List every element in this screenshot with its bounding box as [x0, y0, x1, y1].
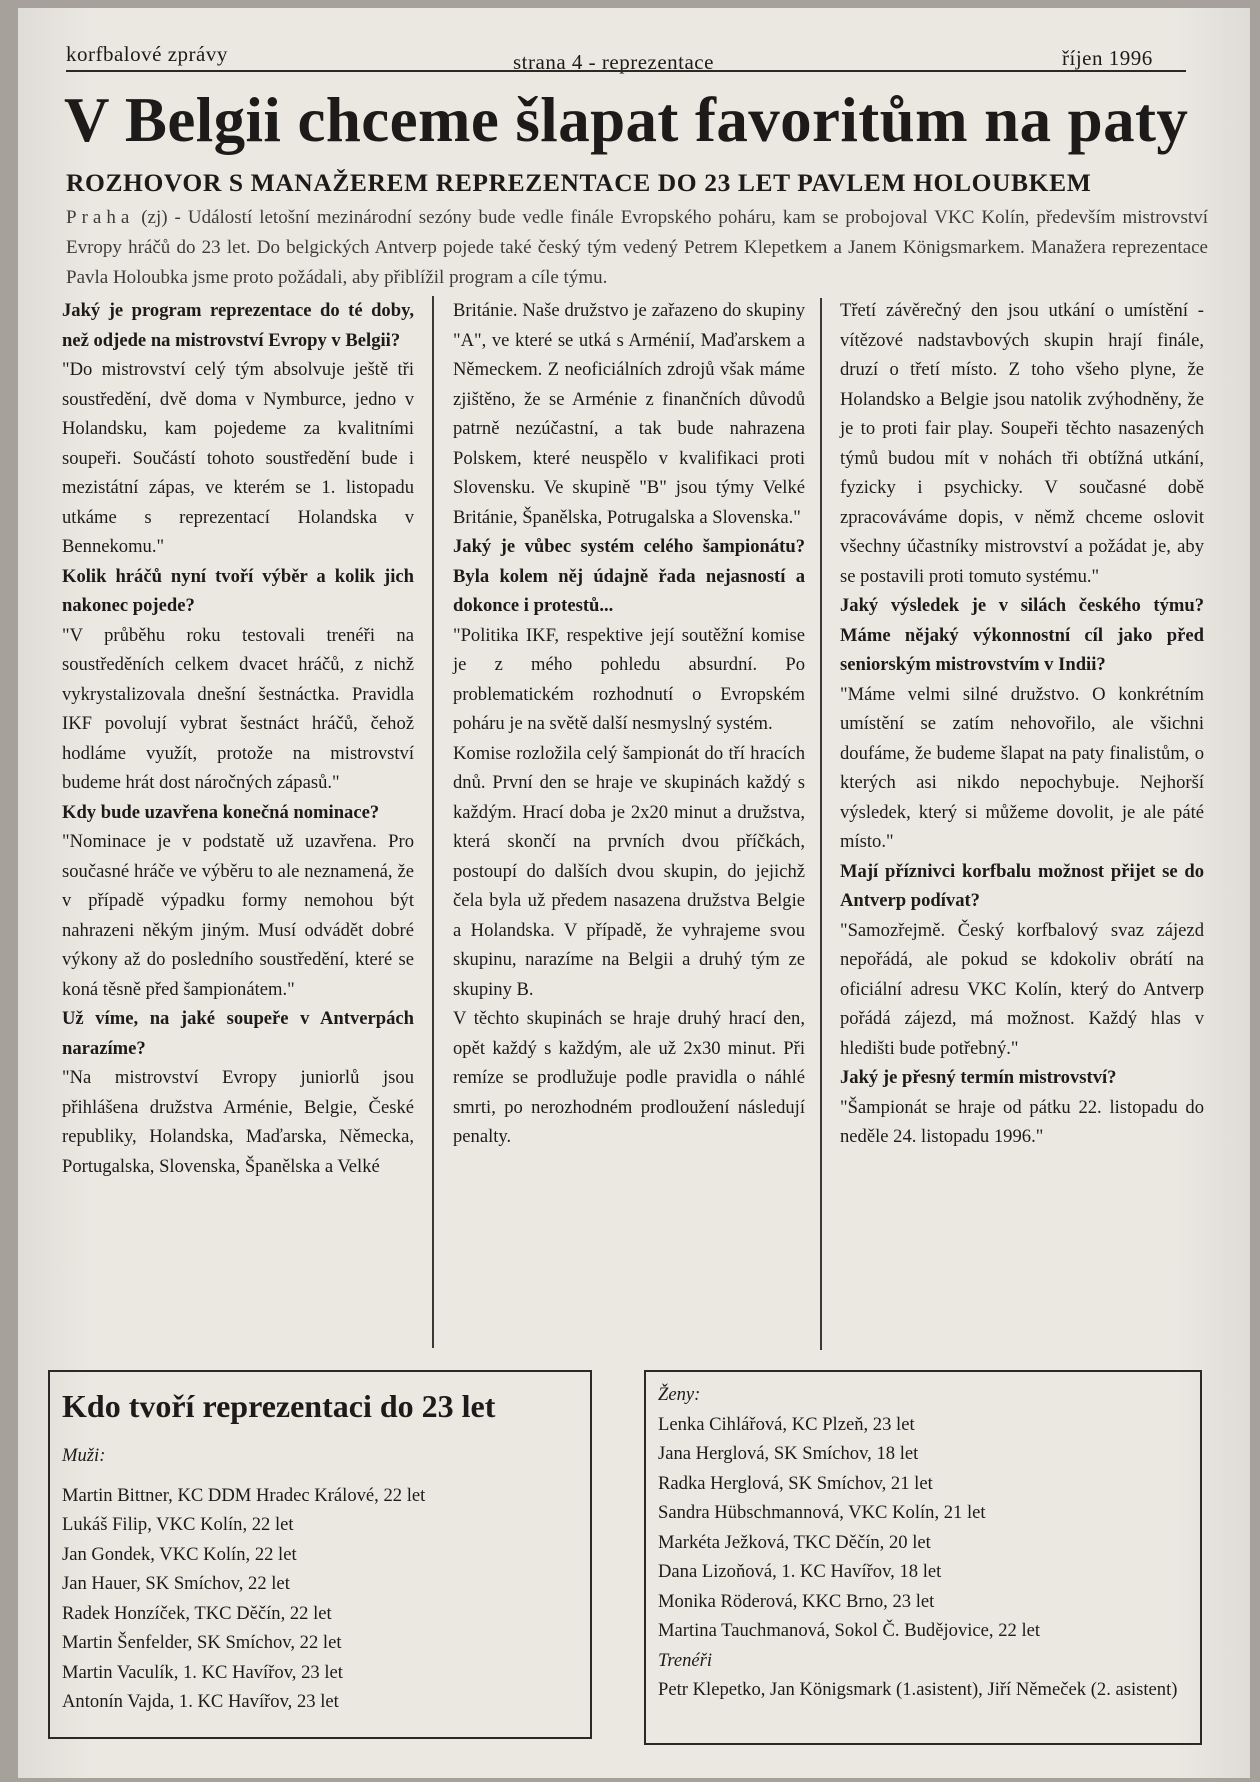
interview-answer: "Máme velmi silné družstvo. O konkrétním umístění se zatím nehovořilo, ale všichni doufáme, že budeme šlapat na paty finalistům, o kterých asi nikdo nepochybuje. Nejhorší výsledek, který si můžeme dovolit, je ale páté místo." [840, 683, 1204, 852]
list-item: Martina Tauchmanová, Sokol Č. Budějovice, 22 let [658, 1620, 1041, 1641]
interview-answer: Třetí závěrečný den jsou utkání o umístění - vítězové nadstavbových skupin hrají finále, druzí o třetí místo. Z toho všeho plyne, že Holandsko a Belgie jsou natolik zvýhodněny, že je to proti fair play. Soupeři těchto nasazených týmů budou mít v nohách tři obtížná utkání, fyzicky i psychicky. V současné době zpracováváme dopis, v němž chceme oslovit všechny účastníky mistrovství a požádat je, aby se postavili proti tomuto systému." [840, 300, 1204, 587]
article-column-3 [840, 296, 1204, 1152]
list-item: Dana Lizoňová, 1. KC Havířov, 18 let [658, 1561, 942, 1582]
interview-answer: V těchto skupinách se hraje druhý hrací den, opět každý s každým, ale už 2x30 minut. Při remíze se prodlužuje podle pravidla o náhlé smrti, po nerozhodném prodloužení následují penalty. [453, 1008, 805, 1147]
interview-question: Mají příznivci korfbalu možnost přijet se do Antverp podívat? [840, 860, 1204, 911]
interview-answer: "Na mistrovství Evropy juniorlů jsou přihlášena družstva Arménie, Belgie, České republiky, Holandska, Maďarska, Německa, Portugalska, Slovenska, Španělska a Velké [62, 1067, 414, 1177]
interview-answer: Komise rozložila celý šampionát do tří hracích dnů. První den se hraje ve skupinách každý s každým. Hrací doba je 2x20 minut a družstva, která skončí na prvních dvou příčkách, postoupí do dalších dvou skupin, do jejichž čela byla už předem nasazena družstva Belgie a Holandska. V případě, že vyhrajeme svou skupinu, narazíme na Belgii a druhý tým ze skupiny B. [453, 742, 805, 1000]
roster-box-women [644, 1370, 1202, 1745]
roster-box-men [48, 1370, 592, 1739]
header-rule [66, 70, 1186, 72]
header-publication: korfbalové zprávy [66, 42, 228, 66]
list-item: Jana Herglová, SK Smíchov, 18 let [658, 1443, 919, 1464]
women-list [658, 1410, 1200, 1646]
list-item: Sandra Hübschmannová, VKC Kolín, 21 let [658, 1502, 986, 1523]
list-item: Martin Vaculík, 1. KC Havířov, 23 let [62, 1661, 343, 1683]
interview-answer: "Do mistrovství celý tým absolvuje ještě tři soustředění, dvě doma v Nymburce, jedno v Holandsku, kam pojedeme za kvalitními soupeři. Součástí tohoto soustředění bude i mezistátní zápas, ve kterém se 1. listopadu utkáme s reprezentací Holandska v Bennekomu." [62, 359, 414, 557]
list-item: Antonín Vajda, 1. KC Havířov, 23 let [62, 1691, 339, 1712]
header-date: říjen 1996 [1062, 46, 1153, 70]
interview-answer: "V průběhu roku testovali trenéři na soustředěních celkem dvacet hráčů, z nichž vykrystalizovala dnešní šestnáctka. Pravidla IKF povolují vybrat šestnáct hráčů, čehož hodláme využít, protože na mistrovství budeme hrát dost náročných zápasů." [62, 624, 414, 793]
list-item: Martin Bittner, KC DDM Hradec Králové, 22 let [62, 1484, 426, 1506]
men-label: Muži: [62, 1445, 106, 1466]
interview-question: Kolik hráčů nyní tvoří výběr a kolik jich nakonec pojede? [62, 565, 414, 616]
interview-question: Jaký je vůbec systém celého šampionátu? Byla kolem něj údajně řada nejasností a dokonce i protestů... [453, 536, 805, 616]
interview-answer: "Samozřejmě. Český korfbalový svaz zájezd nepořádá, ale pokud se kdokoliv obrátí na oficiální adresu VKC Kolín, který do Antverp pořádá zájezd, má možnost. Každý hlas v hledišti bude potřebný." [840, 919, 1204, 1059]
interview-question: Jaký výsledek je v silách českého týmu? Máme nějaký výkonnostní cíl jako před seniorským mistrovstvím v Indii? [840, 595, 1204, 675]
women-label: Ženy: [658, 1384, 701, 1405]
lead-paragraph [66, 203, 1208, 293]
article-column-2 [453, 296, 805, 1152]
newspaper-page [18, 8, 1250, 1778]
coaches-text: Petr Klepetko, Jan Königsmark (1.asistent), Jiří Němeček (2. asistent) [658, 1679, 1178, 1700]
column-divider [432, 296, 434, 1348]
list-item: Jan Hauer, SK Smíchov, 22 let [62, 1573, 290, 1594]
interview-question: Jaký je program reprezentace do té doby, než odjede na mistrovství Evropy v Belgii? [62, 300, 414, 351]
list-item: Lenka Cihlářová, KC Plzeň, 23 let [658, 1413, 915, 1435]
interview-answer: Británie. Naše družstvo je zařazeno do skupiny "A", ve které se utká s Arménií, Maďarskem a Německem. Z neoficiálních zdrojů však máme zjištěno, že se Arménie z finančních důvodů patrně nezúčastní, a tak bude nahrazena Polskem, které neuspělo v kvalifikaci proti Slovensku. Ve skupině "B" jsou týmy Velké Británie, Španělska, Potrugalska a Slovenska." [453, 300, 805, 528]
subheadline: ROZHOVOR S MANAŽEREM REPREZENTACE DO 23 LET PAVLEM HOLOUBKEM [66, 168, 1092, 197]
list-item: Radka Herglová, SK Smíchov, 21 let [658, 1472, 933, 1494]
list-item: Markéta Ježková, TKC Děčín, 20 let [658, 1531, 931, 1553]
column-divider [820, 298, 822, 1350]
list-item: Monika Röderová, KKC Brno, 23 let [658, 1590, 935, 1612]
interview-answer: "Nominace je v podstatě už uzavřena. Pro současné hráče ve výběru to ale neznamená, že v případě výpadku formy nemohou být nahrazeni někým jiným. Musí odvádět dobré výkony až do posledního soustředění, které se koná těsně před šampionátem." [62, 831, 414, 1000]
list-item: Radek Honzíček, TKC Děčín, 22 let [62, 1602, 332, 1624]
lead-location: Praha [66, 207, 135, 228]
interview-question: Kdy bude uzavřena konečná nominace? [62, 801, 380, 823]
headline: V Belgii chceme šlapat favoritům na paty [64, 85, 1189, 155]
interview-answer: "Šampionát se hraje od pátku 22. listopadu do neděle 24. listopadu 1996." [840, 1096, 1204, 1147]
interview-question: Jaký je přesný termín mistrovství? [840, 1067, 1117, 1088]
lead-text: (zj) - Událostí letošní mezinárodní sezóny bude vedle finále Evropského poháru, kam se probojoval VKC Kolín, především mistrovství Evropy hráčů do 23 let. Do belgických Antverp pojede také český tým vedený Petrem Klepetkem a Janem Königsmarkem. Manažera reprezentace Pavla Holoubka jsme proto požádali, aby přiblížil program a cíle týmu. [66, 207, 1208, 288]
roster-title: Kdo tvoří reprezentaci do 23 let [62, 1388, 496, 1424]
interview-answer: "Politika IKF, respektive její soutěžní komise je z mého pohledu absurdní. Po problematickém rozhodnutí o Evropském poháru je na světě další nesmyslný systém. [453, 624, 805, 734]
header-page-section: strana 4 - reprezentace [513, 50, 714, 74]
list-item: Martin Šenfelder, SK Smíchov, 22 let [62, 1632, 342, 1653]
coaches-label: Trenéři [658, 1649, 713, 1671]
article-column-1 [62, 296, 414, 1181]
interview-question: Už víme, na jaké soupeře v Antverpách narazíme? [62, 1008, 414, 1059]
list-item: Lukáš Filip, VKC Kolín, 22 let [62, 1514, 294, 1535]
list-item: Jan Gondek, VKC Kolín, 22 let [62, 1543, 297, 1565]
men-list [62, 1481, 590, 1717]
